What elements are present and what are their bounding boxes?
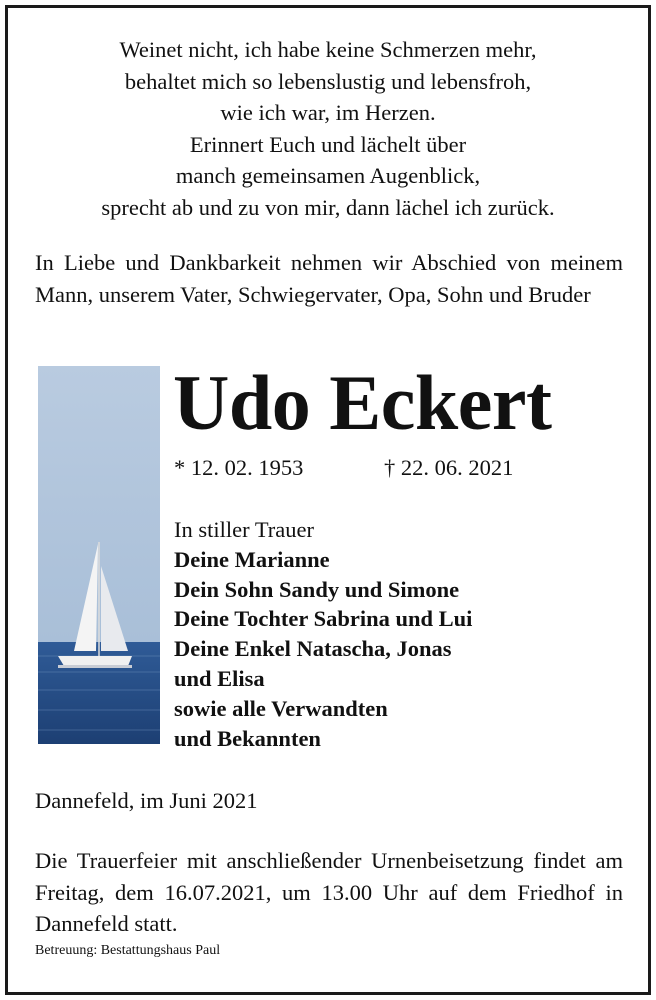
mourners-heading: In stiller Trauer: [174, 517, 314, 542]
deceased-name: Udo Eckert: [173, 359, 552, 446]
birth-date: * 12. 02. 1953: [174, 455, 304, 480]
funeral-service-info: Die Trauerfeier mit anschließender Urnenbeisetzung findet am Freitag, dem 16.07.2021, um 13.00 Uhr auf dem Friedhof in Dannefeld statt.: [35, 848, 623, 936]
intro-text: In Liebe und Dankbarkeit nehmen wir Abschied von meinem Mann, unserem Vater, Schwiegervater, Opa, Sohn und Bruder: [35, 250, 623, 307]
life-dates: [174, 453, 634, 483]
poem-line: Erinnert Euch und lächelt über: [189, 131, 467, 157]
mourner-name: sowie alle Verwandten: [174, 695, 388, 721]
sailboat-on-sea-image: [38, 366, 160, 744]
mourner-name: und Elisa: [174, 665, 265, 691]
poem-line: Weinet nicht, ich habe keine Schmerzen mehr,: [119, 37, 537, 62]
obituary-border: [5, 5, 651, 995]
death-date: † 22. 06. 2021: [384, 455, 514, 480]
poem-line: behaltet mich so lebenslustig und lebensfroh,: [124, 68, 532, 94]
mourner-name: Deine Tochter Sabrina und Lui: [174, 606, 473, 632]
poem-line: sprecht ab und zu von mir, dann lächel ich zurück.: [101, 194, 555, 220]
mourner-name: Deine Enkel Natascha, Jonas: [174, 636, 452, 662]
poem: [8, 34, 648, 223]
place-date: Dannefeld, im Juni 2021: [35, 788, 258, 813]
mourner-name: Deine Marianne: [174, 546, 330, 572]
funeral-home-credit: Betreuung: Bestattungshaus Paul: [35, 943, 221, 958]
poem-line: wie ich war, im Herzen.: [220, 100, 436, 125]
poem-line: manch gemeinsamen Augenblick,: [175, 163, 481, 188]
mourners-list: [174, 515, 634, 753]
mourner-name: und Bekannten: [174, 725, 321, 751]
mourner-name: Dein Sohn Sandy und Simone: [174, 576, 460, 602]
